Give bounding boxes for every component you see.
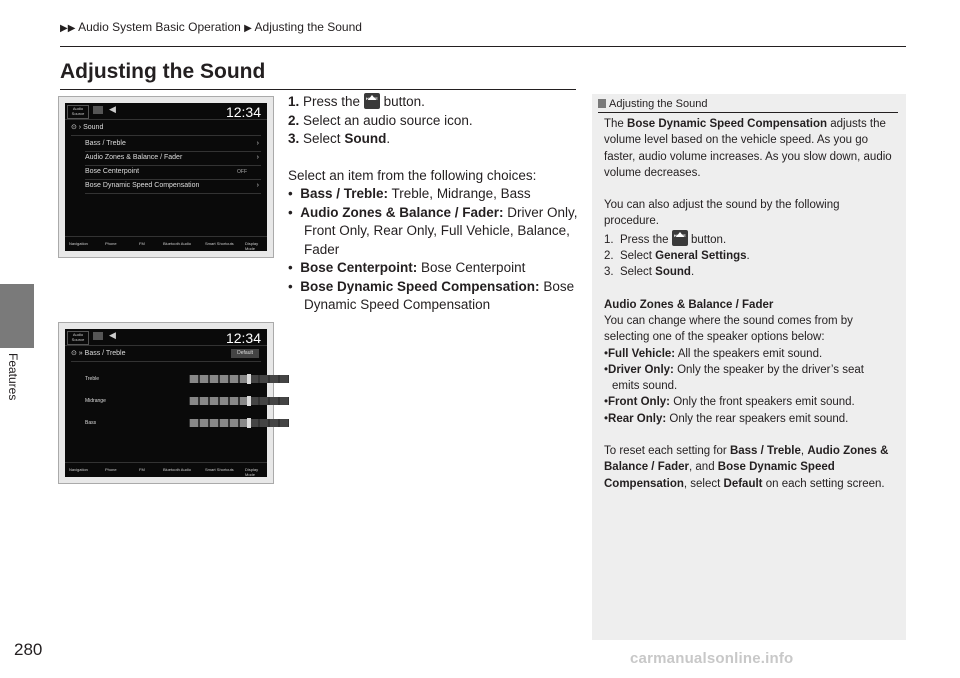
note-marker-icon — [598, 99, 606, 108]
slider-knob — [247, 374, 251, 384]
bass-slider — [189, 419, 289, 427]
list-item: Bose Centerpoint OFF — [85, 165, 261, 180]
list-item: •Rear Only: Only the rear speakers emit sound. — [604, 412, 849, 425]
note-paragraph: You can also adjust the sound by the following procedure. — [604, 199, 840, 228]
step-3: 3. Select Sound. — [288, 131, 391, 146]
clock: 12:34 — [225, 104, 261, 120]
slider-segment — [230, 375, 238, 383]
slider-segment — [270, 419, 278, 427]
instructions — [288, 93, 588, 315]
bottom-bar: Navigation Phone FM Bluetooth Audio Smart Shortcuts Display Mode — [65, 236, 267, 251]
list-item: •Driver Only: Only the speaker by the driver’s seat emits sound. — [604, 363, 864, 393]
slider-row-bass: Bass — [85, 413, 261, 433]
chevron-right-icon: › — [256, 154, 259, 161]
grid-icon — [93, 106, 103, 114]
audio-source-button: Audio Source — [67, 331, 89, 345]
slider-segment — [230, 419, 238, 427]
slider-segment — [280, 397, 288, 405]
slider-segment — [230, 397, 238, 405]
slider-row-midrange: Midrange — [85, 391, 261, 411]
note-heading: Adjusting the Sound — [598, 96, 707, 112]
slider-segment — [280, 375, 288, 383]
page-title: Adjusting the Sound — [60, 60, 266, 83]
slider-segment — [250, 375, 258, 383]
note-step: 2. Select General Settings. — [604, 250, 750, 263]
breadcrumb — [60, 20, 362, 34]
watermark: carmanualsonline.info — [630, 650, 794, 667]
slider-segment — [270, 397, 278, 405]
slider-knob — [247, 418, 251, 428]
slider-segment — [210, 419, 218, 427]
slider-segment — [200, 397, 208, 405]
sound-menu-screenshot — [58, 96, 274, 258]
note-subheading: Audio Zones & Balance / Fader — [604, 298, 774, 311]
screen-header: ⊙ » Bass / Treble Default — [71, 347, 261, 362]
section-label: Features — [6, 353, 20, 401]
slider-segment — [200, 419, 208, 427]
list-item: • Audio Zones & Balance / Fader: Driver Only, Front Only, Rear Only, Full Vehicle, Balance, Fader — [288, 204, 578, 257]
slider-segment — [210, 375, 218, 383]
bottom-bar: Navigation Phone FM Bluetooth Audio Smart Shortcuts Display Mode — [65, 462, 267, 477]
home-button-icon: HOME — [672, 230, 688, 246]
audio-source-button: Audio Source — [67, 105, 89, 119]
slider-segment — [190, 375, 198, 383]
slider-row-treble: Treble — [85, 369, 261, 389]
step-1: 1. Press the HOME button. — [288, 94, 425, 109]
slider-segment — [210, 397, 218, 405]
slider-segment — [190, 397, 198, 405]
slider-segment — [250, 397, 258, 405]
treble-slider — [189, 375, 289, 383]
screen-header: ⊙ › Sound — [71, 121, 261, 136]
slider-segment — [260, 375, 268, 383]
note-paragraph: The Bose Dynamic Speed Compensation adjusts the volume level based on the vehicle speed. As you go faster, audio volume increases. As you slow down, audio volume decreases. — [604, 118, 892, 179]
slider-segment — [260, 397, 268, 405]
title-divider — [60, 89, 576, 90]
bass-treble-screenshot — [58, 322, 274, 484]
slider-segment — [260, 419, 268, 427]
triangle-icon: ▶ — [244, 23, 252, 34]
clock: 12:34 — [225, 330, 261, 346]
slider-knob — [247, 396, 251, 406]
note-paragraph: You can change where the sound comes from by selecting one of the speaker options below: — [604, 314, 853, 344]
note-divider — [598, 112, 898, 113]
slider-segment — [220, 419, 228, 427]
note-step: 1. Press the HOME button. — [604, 230, 894, 248]
list-item: •Full Vehicle: All the speakers emit sound. — [604, 347, 823, 360]
list-item: Bose Dynamic Speed Compensation › — [85, 179, 261, 194]
slider-segment — [190, 419, 198, 427]
slider-segment — [220, 375, 228, 383]
speaker-icon: ◀ — [109, 104, 116, 114]
note-paragraph: To reset each setting for Bass / Treble, Audio Zones & Balance / Fader, and Bose Dynamic Speed Compensation, select Default on each setting screen. — [604, 445, 889, 490]
slider-segment — [220, 397, 228, 405]
page-number: 280 — [14, 640, 43, 659]
top-divider — [60, 46, 906, 47]
list-item: • Bose Centerpoint: Bose Centerpoint — [288, 260, 526, 275]
list-item: Bass / Treble › — [85, 137, 261, 152]
slider-segment — [270, 375, 278, 383]
triangle-icon: ▶▶ — [60, 23, 76, 34]
side-note — [592, 94, 906, 640]
chevron-right-icon: › — [256, 182, 259, 189]
midrange-slider — [189, 397, 289, 405]
note-step: 3. Select Sound. — [604, 266, 695, 279]
list-item: •Front Only: Only the front speakers emit sound. — [604, 396, 855, 409]
breadcrumb-current: Adjusting the Sound — [254, 20, 362, 34]
grid-icon — [93, 332, 103, 340]
choices-intro: Select an item from the following choices: — [288, 167, 537, 183]
chevron-right-icon: › — [256, 140, 259, 147]
slider-segment — [250, 419, 258, 427]
home-button-icon: HOME — [364, 93, 380, 109]
list-item: • Bass / Treble: Treble, Midrange, Bass — [288, 186, 531, 201]
slider-segment — [200, 375, 208, 383]
speaker-icon: ◀ — [109, 330, 116, 340]
step-2: 2. Select an audio source icon. — [288, 112, 473, 128]
list-item: Audio Zones & Balance / Fader › — [85, 151, 261, 166]
list-item: • Bose Dynamic Speed Compensation: Bose Dynamic Speed Compensation — [288, 278, 575, 312]
breadcrumb-parent[interactable]: Audio System Basic Operation — [78, 20, 241, 34]
slider-segment — [280, 419, 288, 427]
default-button: Default — [231, 349, 259, 358]
section-tab — [0, 284, 34, 348]
